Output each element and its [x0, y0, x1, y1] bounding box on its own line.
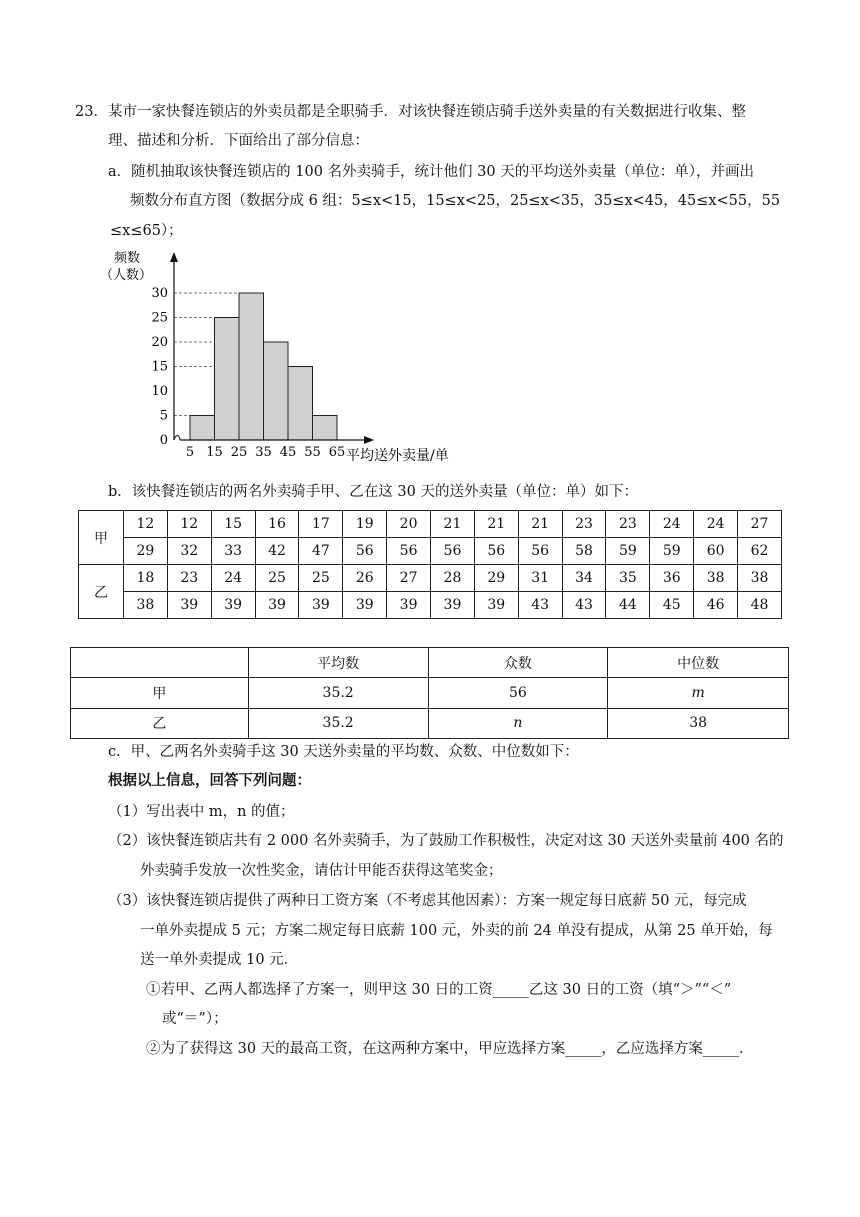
table-cell: 21: [474, 511, 518, 538]
table-cell: 38: [124, 592, 168, 619]
question-2-line1: （2）该快餐连锁店共有 2 000 名外卖骑手，为了鼓励工作积极性，决定对这 30 天送外卖量前 400 名的: [108, 833, 784, 849]
table-cell: 35.2: [248, 678, 428, 708]
table-cell: 甲: [71, 678, 249, 708]
question-intro-line1: 23．某市一家快餐连锁店的外卖员都是全职骑手．对该快餐连锁店骑手送外卖量的有关数据进行收集、整: [75, 104, 746, 120]
rider-name-cell: 甲: [79, 511, 124, 565]
question-3b-line: ②为了获得这 30 天的最高工资，在这两种方案中，甲应选择方案_____，乙应选择方案_____．: [146, 1041, 754, 1057]
table-cell: 39: [211, 592, 255, 619]
table-header-cell: 中位数: [608, 648, 789, 678]
question-2-line2: 外卖骑手发放一次性奖金，请估计甲能否获得这笔奖金；: [140, 863, 503, 879]
table-header-cell: 众数: [428, 648, 608, 678]
x-axis-arrow: [364, 436, 374, 444]
histogram-bar: [264, 342, 289, 440]
stats-table: [70, 647, 789, 739]
question-3a-line1: ①若甲、乙两人都选择了方案一，则甲这 30 日的工资_____乙这 30 日的工资（填“＞”“＜”: [146, 982, 732, 998]
question-3-line1: （3）该快餐连锁店提供了两种日工资方案（不考虑其他因素）：方案一规定每日底薪 50 元，每完成: [108, 893, 747, 909]
table-cell: 20: [387, 511, 431, 538]
question-3a-line2: 或“＝”）；: [162, 1011, 228, 1027]
table-cell: 38: [738, 565, 782, 592]
table-cell: 42: [255, 538, 299, 565]
delivery-data-table: [78, 510, 782, 619]
y-tick-label: 15: [151, 359, 168, 375]
table-cell: 23: [167, 565, 211, 592]
table-row: [79, 511, 782, 538]
x-tick-label: 5: [185, 445, 195, 460]
table-cell: 32: [167, 538, 211, 565]
table-cell: 59: [650, 538, 694, 565]
histogram-bar: [215, 318, 240, 441]
table-cell: 24: [650, 511, 694, 538]
table-cell: 36: [650, 565, 694, 592]
x-tick-label: 55: [304, 445, 321, 460]
table-cell: 21: [518, 511, 562, 538]
table-cell: 43: [518, 592, 562, 619]
table-cell: 39: [387, 592, 431, 619]
table-cell: 43: [562, 592, 606, 619]
table-cell: 47: [299, 538, 343, 565]
histogram-bar: [313, 416, 338, 441]
table-cell: 38: [608, 708, 789, 738]
table-cell: 35: [606, 565, 650, 592]
table-cell: 28: [431, 565, 475, 592]
chart-ylabel-line1: 频数: [114, 251, 141, 266]
section-a-line1: a．随机抽取该快餐连锁店的 100 名外卖骑手，统计他们 30 天的平均送外卖量（单位：单），并画出: [108, 164, 754, 180]
table-cell: 44: [606, 592, 650, 619]
table-cell: 39: [343, 592, 387, 619]
table-cell: 23: [606, 511, 650, 538]
chart-xlabel: 平均送外卖量/单: [346, 448, 449, 464]
y-tick-label: 10: [151, 384, 168, 399]
table-cell: 25: [255, 565, 299, 592]
y-tick-label: 25: [151, 310, 168, 326]
table-row: [79, 592, 782, 619]
table-cell: 31: [518, 565, 562, 592]
table-cell: 29: [474, 565, 518, 592]
table-cell: 29: [124, 538, 168, 565]
frequency-histogram: [100, 248, 480, 470]
table-cell: 乙: [71, 708, 249, 738]
table-cell: 25: [299, 565, 343, 592]
y-tick-label: 5: [159, 408, 168, 424]
table-cell: 56: [518, 538, 562, 565]
table-cell: 24: [211, 565, 255, 592]
table-cell: 18: [124, 565, 168, 592]
x-tick-label: 15: [206, 445, 223, 460]
table-cell: 56: [343, 538, 387, 565]
chart-ylabel-line2: （人数）: [100, 268, 153, 283]
table-header-cell: [71, 648, 249, 678]
table-row: [71, 708, 789, 738]
section-a-line2: 频数分布直方图（数据分成 6 组：5≤x<15，15≤x<25，25≤x<35，35≤x<45，45≤x<55，55: [130, 193, 781, 209]
table-cell: 56: [474, 538, 518, 565]
x-tick-label: 35: [255, 445, 272, 460]
questions-prompt: 根据以上信息，回答下列问题：: [108, 772, 311, 789]
question-3-line3: 送一单外卖提成 10 元．: [140, 952, 299, 968]
table-cell: 39: [474, 592, 518, 619]
table-cell: 23: [562, 511, 606, 538]
y-tick-label: 30: [151, 286, 168, 301]
table-cell: 39: [167, 592, 211, 619]
table-cell: 35.2: [248, 708, 428, 738]
section-b-line: b．该快餐连锁店的两名外卖骑手甲、乙在这 30 天的送外卖量（单位：单）如下：: [108, 484, 638, 500]
histogram-bar: [239, 293, 264, 440]
histogram-bar: [288, 367, 313, 441]
x-tick-label: 45: [279, 445, 297, 460]
table-cell: 45: [650, 592, 694, 619]
table-cell: 21: [431, 511, 475, 538]
table-cell: 60: [694, 538, 738, 565]
table-cell: m: [608, 678, 789, 708]
table-cell: 34: [562, 565, 606, 592]
table-cell: 33: [211, 538, 255, 565]
table-cell: 16: [255, 511, 299, 538]
table-cell: 46: [694, 592, 738, 619]
x-tick-label: 65: [328, 445, 346, 460]
table-cell: n: [428, 708, 608, 738]
section-c-line: c．甲、乙两名外卖骑手这 30 天送外卖量的平均数、众数、中位数如下：: [108, 744, 579, 760]
question-3-line2: 一单外卖提成 5 元；方案二规定每日底薪 100 元，外卖的前 24 单没有提成，从第 25 单开始，每: [140, 923, 773, 939]
table-cell: 12: [167, 511, 211, 538]
table-cell: 58: [562, 538, 606, 565]
table-cell: 38: [694, 565, 738, 592]
table-cell: 56: [428, 678, 608, 708]
table-cell: 19: [343, 511, 387, 538]
rider-name-cell: 乙: [79, 565, 124, 619]
table-row: [71, 678, 789, 708]
table-row: [79, 565, 782, 592]
question-1: （1）写出表中 m，n 的值；: [108, 804, 295, 820]
table-cell: 39: [431, 592, 475, 619]
table-cell: 24: [694, 511, 738, 538]
table-cell: 62: [738, 538, 782, 565]
table-cell: 12: [124, 511, 168, 538]
table-cell: 26: [343, 565, 387, 592]
table-header-row: [71, 648, 789, 678]
y-tick-label: 0: [159, 433, 168, 448]
y-tick-label: 20: [151, 335, 168, 350]
table-cell: 59: [606, 538, 650, 565]
y-axis-arrow: [170, 252, 178, 262]
table-cell: 56: [431, 538, 475, 565]
axis-break: [174, 436, 180, 441]
histogram-bar: [190, 416, 215, 441]
table-cell: 56: [387, 538, 431, 565]
table-row: [79, 538, 782, 565]
x-tick-label: 25: [230, 445, 248, 460]
table-header-cell: 平均数: [248, 648, 428, 678]
table-cell: 27: [387, 565, 431, 592]
table-cell: 39: [255, 592, 299, 619]
table-cell: 17: [299, 511, 343, 538]
table-cell: 15: [211, 511, 255, 538]
table-cell: 48: [738, 592, 782, 619]
table-cell: 27: [738, 511, 782, 538]
section-a-line3: ≤x≤65）；: [110, 223, 183, 239]
question-intro-line2: 理、描述和分析．下面给出了部分信息：: [108, 133, 369, 149]
table-cell: 39: [299, 592, 343, 619]
